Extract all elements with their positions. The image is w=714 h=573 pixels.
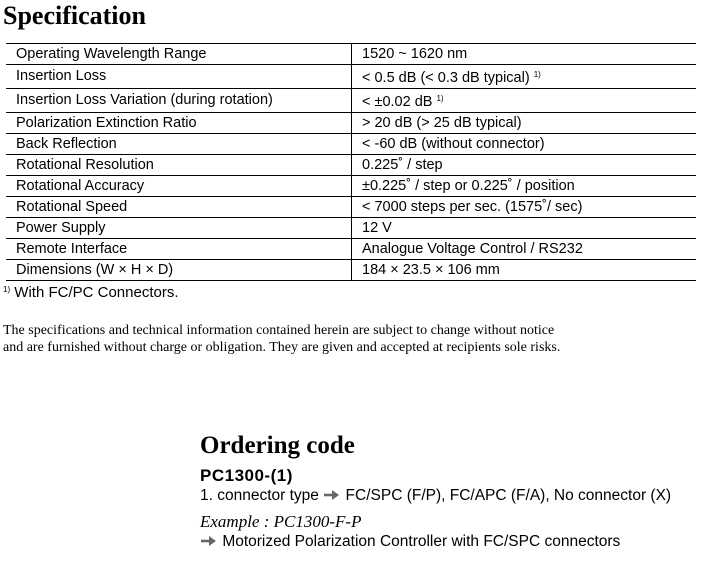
spec-footnote-marker: 1) — [436, 94, 444, 103]
spec-value-cell — [352, 197, 697, 218]
spec-row — [6, 197, 696, 218]
spec-label: Operating Wavelength Range — [6, 44, 352, 65]
spec-value: 1520 ~ 1620 nm — [362, 45, 468, 62]
spec-label: Remote Interface — [6, 239, 352, 260]
spec-value-cell — [352, 65, 697, 89]
footnote-text: With FC/PC Connectors. — [14, 284, 179, 301]
spec-value-cell — [352, 260, 697, 281]
footnote — [3, 284, 179, 301]
spec-value: Analogue Voltage Control / RS232 — [362, 240, 583, 257]
spec-value-cell — [352, 113, 697, 134]
spec-value: < -60 dB (without connector) — [362, 135, 545, 152]
spec-value-cell — [352, 176, 697, 197]
spec-value: < 0.5 dB (< 0.3 dB typical) — [362, 70, 530, 86]
spec-value: < 7000 steps per sec. (1575˚/ sec) — [362, 198, 583, 215]
spec-row — [6, 89, 696, 113]
arrow-right-icon — [200, 535, 218, 547]
spec-row — [6, 65, 696, 89]
spec-value: 12 V — [362, 219, 392, 236]
option-prefix: 1. connector type — [200, 487, 319, 504]
spec-value: ±0.225˚ / step or 0.225˚ / position — [362, 177, 575, 194]
spec-value: > 20 dB (> 25 dB typical) — [362, 114, 522, 131]
spec-value-cell — [352, 89, 697, 113]
disclaimer — [3, 322, 703, 356]
disclaimer-line: The specifications and technical information contained herein are subject to change without notice — [3, 323, 555, 338]
spec-row — [6, 260, 696, 281]
spec-row — [6, 176, 696, 197]
spec-label: Power Supply — [6, 218, 352, 239]
spec-label: Rotational Resolution — [6, 155, 352, 176]
footnote-marker: 1) — [3, 285, 11, 294]
example-description-line — [200, 533, 671, 551]
spec-label: Polarization Extinction Ratio — [6, 113, 352, 134]
page-title: Specification — [3, 1, 146, 30]
spec-value: 0.225˚ / step — [362, 156, 443, 173]
ordering-heading: Ordering code — [200, 432, 355, 459]
disclaimer-line: and are furnished without charge or obligation. They are given and accepted at recipients sole risks. — [3, 340, 561, 355]
ordering-section — [200, 432, 671, 551]
option-values: FC/SPC (F/P), FC/APC (F/A), No connector (X) — [345, 487, 672, 504]
spec-row — [6, 218, 696, 239]
spec-value: 184 × 23.5 × 106 mm — [362, 261, 500, 278]
specification-table — [6, 43, 696, 281]
spec-label: Insertion Loss Variation (during rotation) — [6, 89, 352, 113]
spec-value-cell — [352, 134, 697, 155]
spec-value-cell — [352, 44, 697, 65]
spec-label: Insertion Loss — [6, 65, 352, 89]
spec-row — [6, 113, 696, 134]
spec-value-cell — [352, 239, 697, 260]
spec-label: Back Reflection — [6, 134, 352, 155]
example-description: Motorized Polarization Controller with FC/SPC connectors — [222, 533, 621, 550]
spec-value-cell — [352, 155, 697, 176]
ordering-code: PC1300-(1) — [200, 466, 293, 485]
spec-value: < ±0.02 dB — [362, 94, 433, 110]
spec-row — [6, 134, 696, 155]
spec-row — [6, 44, 696, 65]
spec-label: Rotational Accuracy — [6, 176, 352, 197]
connector-option-line — [200, 487, 671, 505]
spec-value-cell — [352, 218, 697, 239]
spec-footnote-marker: 1) — [533, 70, 541, 79]
arrow-right-icon — [323, 489, 341, 501]
spec-row — [6, 155, 696, 176]
example-code: Example : PC1300-F-P — [200, 512, 362, 531]
spec-label: Rotational Speed — [6, 197, 352, 218]
spec-row — [6, 239, 696, 260]
spec-label: Dimensions (W × H × D) — [6, 260, 352, 281]
